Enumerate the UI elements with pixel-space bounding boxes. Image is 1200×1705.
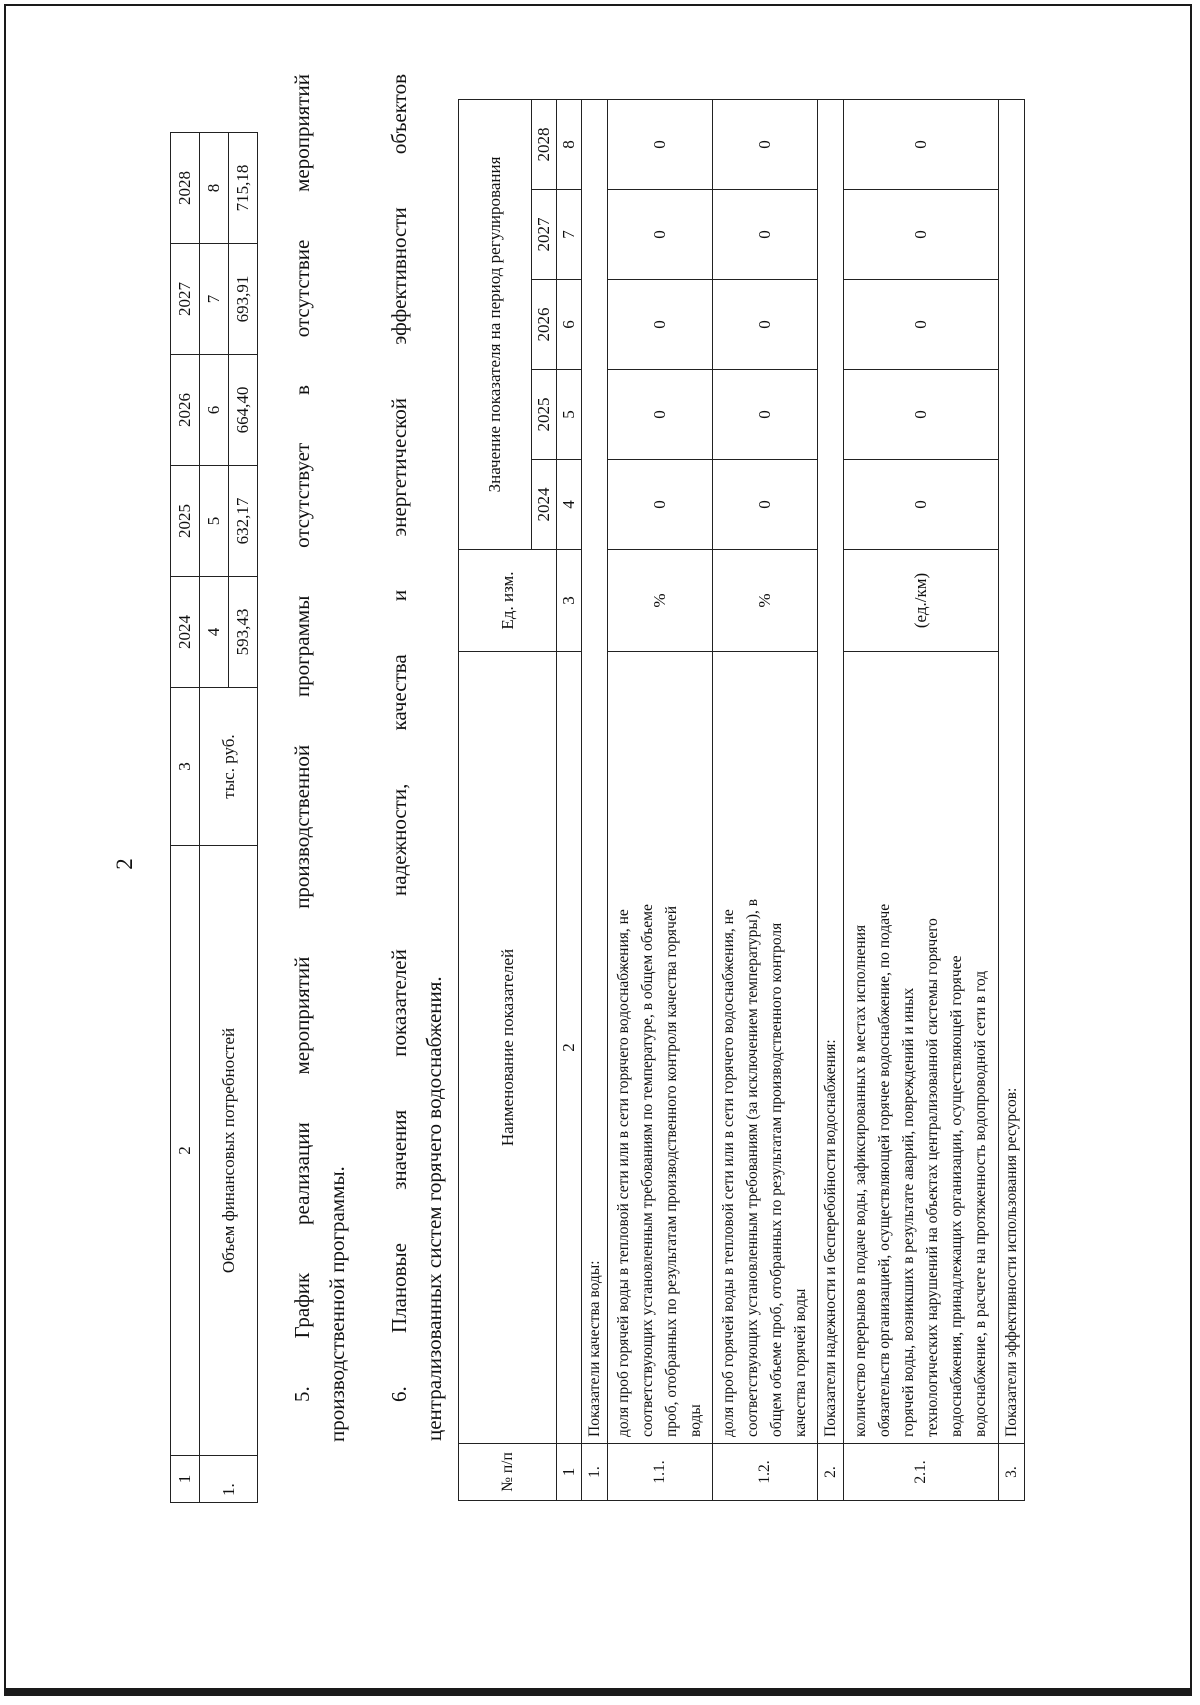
header-year: 2027 bbox=[532, 190, 557, 280]
finance-header-cell: 2 bbox=[171, 846, 200, 1456]
section-6-paragraph bbox=[382, 74, 452, 1441]
indicator-unit: % bbox=[608, 550, 713, 652]
indicator-value: 0 bbox=[844, 460, 999, 550]
indicator-name-line: технологических нарушений на объектах централизованной системы горячего bbox=[924, 918, 941, 1437]
section-number: 3. bbox=[999, 1444, 1025, 1501]
section-6-line: 6. Плановые значения показателей надежности, качества и энергетической эффективности объектов bbox=[387, 74, 411, 1402]
section-number: 2. bbox=[818, 1444, 844, 1501]
indicator-header-row bbox=[459, 100, 532, 1501]
section-row bbox=[818, 100, 844, 1501]
indicator-value: 0 bbox=[844, 280, 999, 370]
header-unit: Ед. изм. bbox=[459, 550, 557, 652]
page-number: 2 bbox=[112, 858, 137, 870]
indicator-name bbox=[844, 652, 999, 1444]
finance-amount: 593,43 bbox=[229, 577, 258, 688]
section-title: Показатели надежности и бесперебойности водоснабжения: bbox=[818, 100, 844, 1444]
finance-row-unit: тыс. руб. bbox=[200, 688, 258, 846]
finance-table bbox=[170, 132, 258, 1503]
indicator-unit: % bbox=[713, 550, 818, 652]
section-5-paragraph bbox=[285, 74, 355, 1442]
column-index: 6 bbox=[557, 280, 582, 370]
finance-amount: 715,18 bbox=[229, 133, 258, 244]
column-index: 2 bbox=[557, 652, 582, 1444]
indicator-value: 0 bbox=[844, 370, 999, 460]
column-index: 8 bbox=[557, 100, 582, 190]
finance-column-index: 5 bbox=[200, 466, 229, 577]
finance-column-index: 6 bbox=[200, 355, 229, 466]
indicator-number: 1.1. bbox=[608, 1444, 713, 1501]
finance-amount: 693,91 bbox=[229, 244, 258, 355]
indicator-value: 0 bbox=[713, 370, 818, 460]
indicator-name-line: качества горячей воды bbox=[792, 1288, 809, 1437]
section-6-line: централизованных систем горячего водоснабжения. bbox=[422, 976, 446, 1441]
indicator-name bbox=[608, 652, 713, 1444]
indicator-name bbox=[713, 652, 818, 1444]
indicator-value: 0 bbox=[713, 100, 818, 190]
indicator-value: 0 bbox=[608, 100, 713, 190]
indicator-value: 0 bbox=[608, 280, 713, 370]
header-year: 2025 bbox=[532, 370, 557, 460]
finance-amount: 632,17 bbox=[229, 466, 258, 577]
header-year: 2026 bbox=[532, 280, 557, 370]
section-row bbox=[999, 100, 1025, 1501]
column-index: 5 bbox=[557, 370, 582, 460]
indicator-value: 0 bbox=[608, 460, 713, 550]
indicator-value: 0 bbox=[844, 100, 999, 190]
indicator-name-line: водоснабжения, принадлежащих организации, осуществляющей горячее bbox=[948, 955, 965, 1437]
indicator-name-line: количество перерывов в подаче воды, зафиксированных в местах исполнения bbox=[852, 924, 869, 1437]
section-title: Показатели качества воды: bbox=[582, 100, 608, 1444]
finance-header-cell: 2024 bbox=[171, 577, 200, 688]
indicator-number: 1.2. bbox=[713, 1444, 818, 1501]
finance-header-cell: 3 bbox=[171, 688, 200, 846]
finance-column-index: 7 bbox=[200, 244, 229, 355]
indicator-value: 0 bbox=[713, 280, 818, 370]
finance-header-cell: 2026 bbox=[171, 355, 200, 466]
indicator-name-line: обязательств организацией, осуществляющей горячее водоснабжение, по подаче bbox=[876, 903, 893, 1437]
section-row bbox=[582, 100, 608, 1501]
section-number: 1. bbox=[582, 1444, 608, 1501]
indicator-value: 0 bbox=[713, 460, 818, 550]
indicator-row bbox=[844, 100, 999, 1501]
indicator-name-line: доля проб горячей воды в тепловой сети или в сети горячего водоснабжения, не bbox=[615, 909, 632, 1437]
indicator-name-line: соответствующих установленным требованиям (за исключением температуры), в bbox=[744, 898, 761, 1437]
finance-column-index: 8 bbox=[200, 133, 229, 244]
finance-header-cell: 2027 bbox=[171, 244, 200, 355]
indicator-row bbox=[608, 100, 713, 1501]
finance-header-cell: 1 bbox=[171, 1456, 200, 1503]
indicator-name-line: соответствующих установленным требованиям по температуре, в общем объеме bbox=[639, 904, 656, 1437]
column-index: 4 bbox=[557, 460, 582, 550]
indicator-value: 0 bbox=[608, 190, 713, 280]
finance-row-number: 1. bbox=[200, 1456, 258, 1503]
indicator-table bbox=[458, 99, 1025, 1501]
indicator-name-line: водоснабжение, в расчете на протяженность водопроводной сети в год bbox=[972, 970, 989, 1437]
section-5-line: производственной программы. bbox=[325, 1166, 349, 1442]
section-title: Показатели эффективности использования ресурсов: bbox=[999, 100, 1025, 1444]
finance-row-name: Объем финансовых потребностей bbox=[200, 846, 258, 1456]
header-year: 2024 bbox=[532, 460, 557, 550]
finance-column-index: 4 bbox=[200, 577, 229, 688]
indicator-unit: (ед./км) bbox=[844, 550, 999, 652]
indicator-name-line: воды bbox=[687, 1404, 704, 1437]
header-number: № п/п bbox=[459, 1444, 557, 1501]
indicator-row bbox=[713, 100, 818, 1501]
indicator-name-line: общем объеме проб, отобранных по результатам производственного контроля bbox=[768, 922, 785, 1437]
finance-header-row bbox=[171, 133, 200, 1503]
header-name: Наименование показателей bbox=[459, 652, 557, 1444]
finance-amount: 664,40 bbox=[229, 355, 258, 466]
indicator-index-row bbox=[557, 100, 582, 1501]
header-period: Значение показателя на период регулирования bbox=[459, 100, 532, 550]
indicator-name-line: горячей воды, возникших в результате аварий, повреждений и иных bbox=[900, 987, 917, 1437]
column-index: 7 bbox=[557, 190, 582, 280]
indicator-number: 2.1. bbox=[844, 1444, 999, 1501]
finance-row bbox=[200, 133, 229, 1503]
indicator-value: 0 bbox=[844, 190, 999, 280]
finance-header-cell: 2028 bbox=[171, 133, 200, 244]
section-5-line: 5. График реализации мероприятий производственной программы отсутствует в отсутствие мероприятий bbox=[290, 74, 314, 1402]
indicator-name-line: доля проб горячей воды в тепловой сети или в сети горячего водоснабжения, не bbox=[720, 909, 737, 1437]
indicator-name-line: проб, отобранных по результатам производственного контроля качества горячей bbox=[663, 905, 680, 1437]
indicator-value: 0 bbox=[713, 190, 818, 280]
indicator-value: 0 bbox=[608, 370, 713, 460]
finance-header-cell: 2025 bbox=[171, 466, 200, 577]
column-index: 1 bbox=[557, 1444, 582, 1501]
header-year: 2028 bbox=[532, 100, 557, 190]
column-index: 3 bbox=[557, 550, 582, 652]
